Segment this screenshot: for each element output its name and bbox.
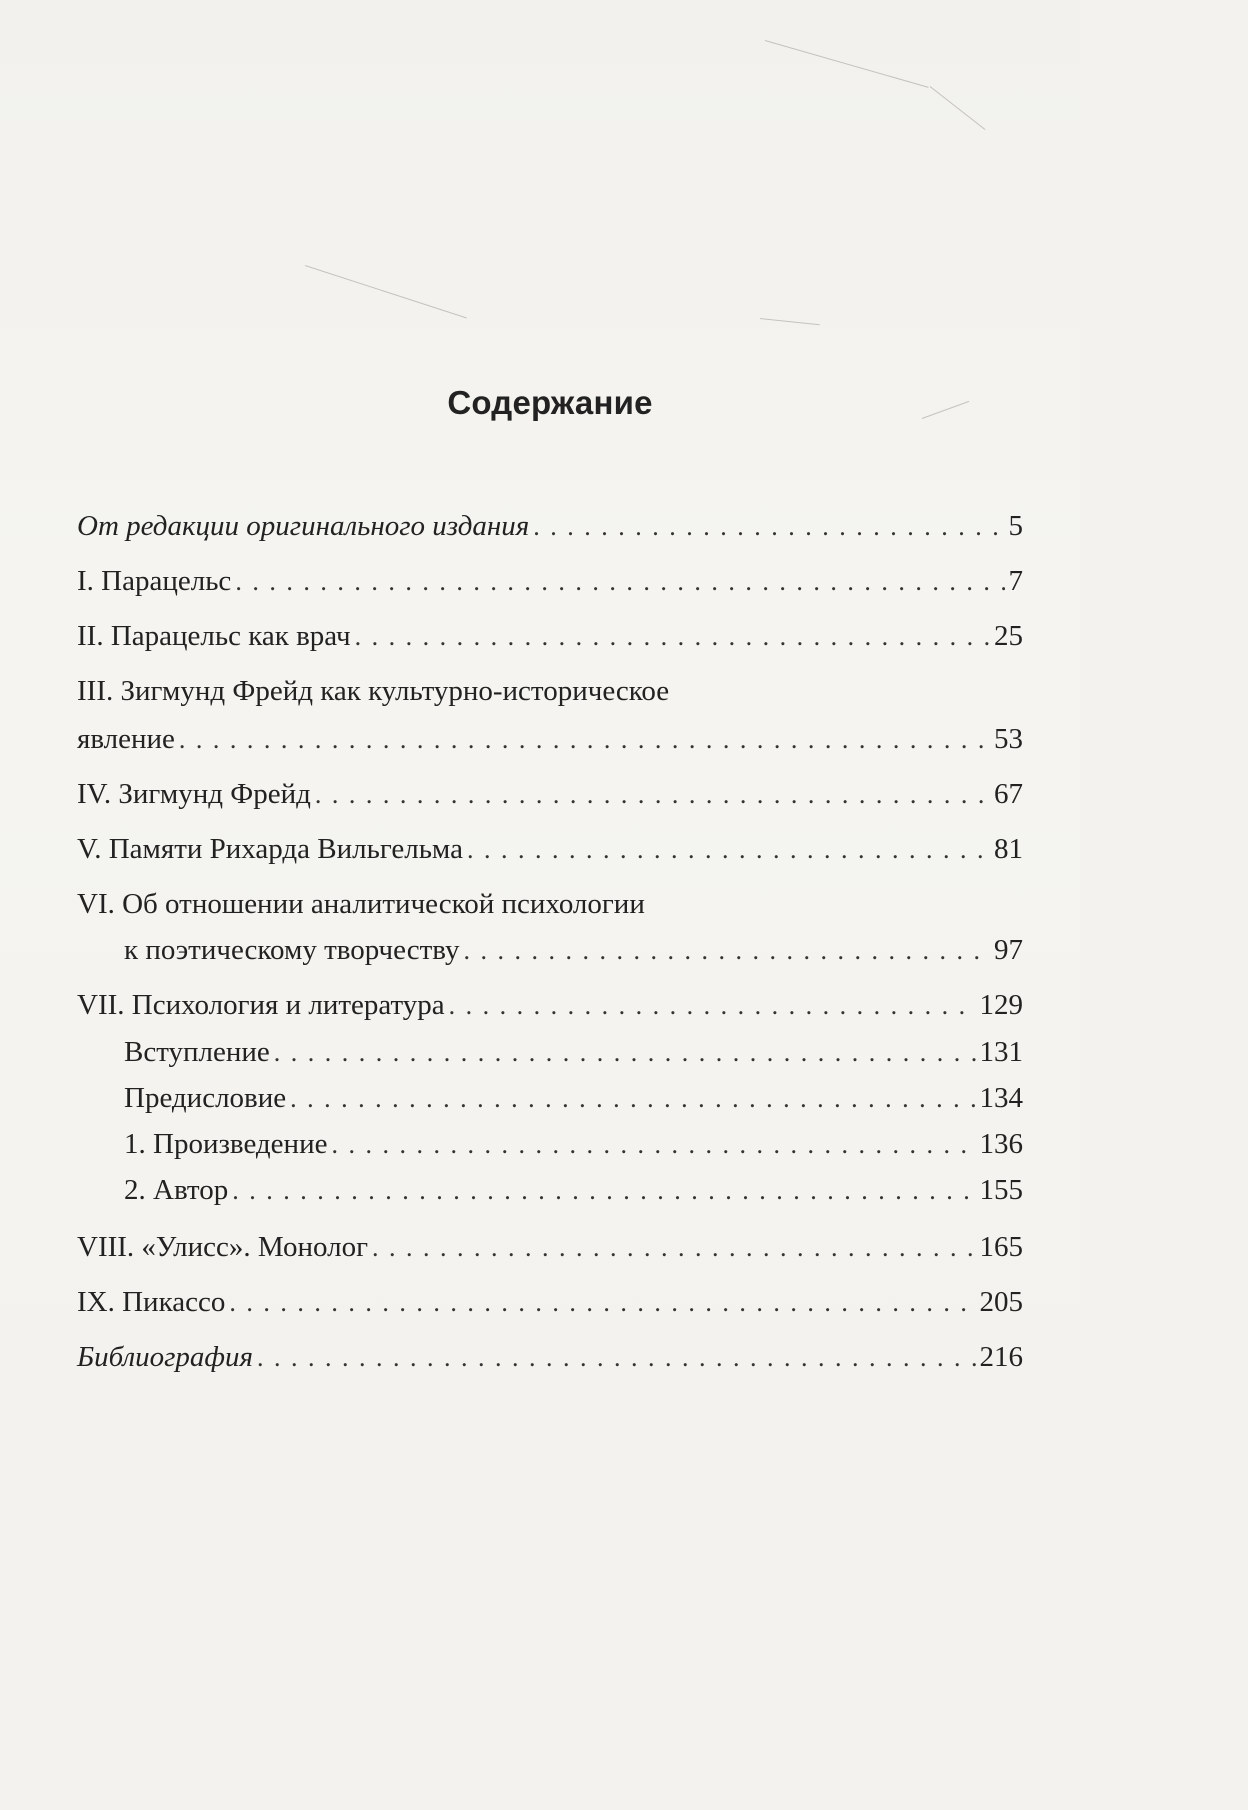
toc-entry-label: Библиография — [77, 1341, 253, 1373]
paper-scuff — [765, 40, 929, 88]
paper-scuff — [305, 265, 467, 318]
toc-entry-label: III. Зигмунд Фрейд как культурно-историческое — [77, 675, 670, 707]
toc-entry-label: 1. Произведение — [124, 1128, 328, 1160]
toc-entry-label: VIII. «Улисс». Монолог — [77, 1231, 368, 1263]
toc-entry — [77, 987, 1023, 1024]
leader-dots — [290, 1081, 975, 1117]
toc-entry-label: IX. Пикассо — [77, 1286, 226, 1318]
leader-dots — [257, 1340, 976, 1376]
leader-dots — [315, 777, 990, 813]
toc-entry-page: 97 — [994, 934, 1023, 966]
toc-entry — [77, 508, 1023, 545]
leader-dots — [229, 1285, 975, 1321]
toc-entry-page: 81 — [994, 833, 1023, 865]
toc-entry-line1 — [77, 673, 1023, 709]
leader-dots — [372, 1230, 976, 1266]
leader-dots — [533, 509, 1004, 545]
toc-entry-page: 7 — [1008, 565, 1023, 597]
leader-dots — [232, 1173, 975, 1209]
toc-entry-page: 129 — [979, 989, 1023, 1021]
leader-dots — [331, 1127, 975, 1163]
toc-entry-page: 67 — [994, 778, 1023, 810]
toc-entry-label: к поэтическому творчеству — [124, 934, 460, 966]
leader-dots — [274, 1035, 976, 1071]
leader-dots — [463, 933, 990, 969]
leader-dots — [235, 564, 1004, 600]
paper-scuff — [760, 318, 820, 325]
toc-entry-label: VI. Об отношении аналитической психологии — [77, 888, 645, 920]
toc-entry-line1 — [77, 886, 1023, 922]
toc-subentry — [77, 1080, 1023, 1117]
leader-dots — [355, 619, 990, 655]
toc-entry-page: 53 — [994, 723, 1023, 755]
toc-entry — [77, 1339, 1023, 1376]
toc-entry-page: 216 — [979, 1341, 1023, 1373]
toc-entry — [77, 776, 1023, 813]
toc-entry-label: VII. Психология и литература — [77, 989, 445, 1021]
toc-subentry — [77, 1126, 1023, 1163]
toc-entry-label: I. Парацельс — [77, 565, 232, 597]
toc-entry-page: 136 — [979, 1128, 1023, 1160]
toc-entry — [77, 721, 1023, 758]
toc-entry — [77, 1229, 1023, 1266]
toc-entry-label: Вступление — [124, 1036, 270, 1068]
toc-entry — [77, 1284, 1023, 1321]
toc-entry-page: 5 — [1008, 510, 1023, 542]
toc-entry — [77, 831, 1023, 868]
toc-entry-page: 165 — [979, 1231, 1023, 1263]
toc-entry — [77, 563, 1023, 600]
toc-entry-label: IV. Зигмунд Фрейд — [77, 778, 311, 810]
toc-entry-label: V. Памяти Рихарда Вильгельма — [77, 833, 463, 865]
paper-scuff — [930, 86, 986, 130]
toc-entry-label: II. Парацельс как врач — [77, 620, 351, 652]
page-title: Содержание — [447, 384, 653, 421]
toc-entry-label: От редакции оригинального издания — [77, 510, 530, 542]
toc-entry — [77, 932, 1023, 969]
leader-dots — [179, 722, 990, 758]
toc-entry-page: 155 — [979, 1174, 1023, 1206]
toc-entry-page: 131 — [979, 1036, 1023, 1068]
toc-entry-page: 134 — [979, 1082, 1023, 1114]
toc-entry-label: явление — [77, 723, 175, 755]
toc-entry-page: 205 — [979, 1286, 1023, 1318]
leader-dots — [449, 988, 976, 1024]
toc-subentry — [77, 1172, 1023, 1209]
leader-dots — [467, 832, 990, 868]
toc-subentry — [77, 1034, 1023, 1071]
toc-entry — [77, 618, 1023, 655]
toc-entry-label: Предисловие — [124, 1082, 287, 1114]
toc-entry-page: 25 — [994, 620, 1023, 652]
toc-entry-label: 2. Автор — [124, 1174, 229, 1206]
